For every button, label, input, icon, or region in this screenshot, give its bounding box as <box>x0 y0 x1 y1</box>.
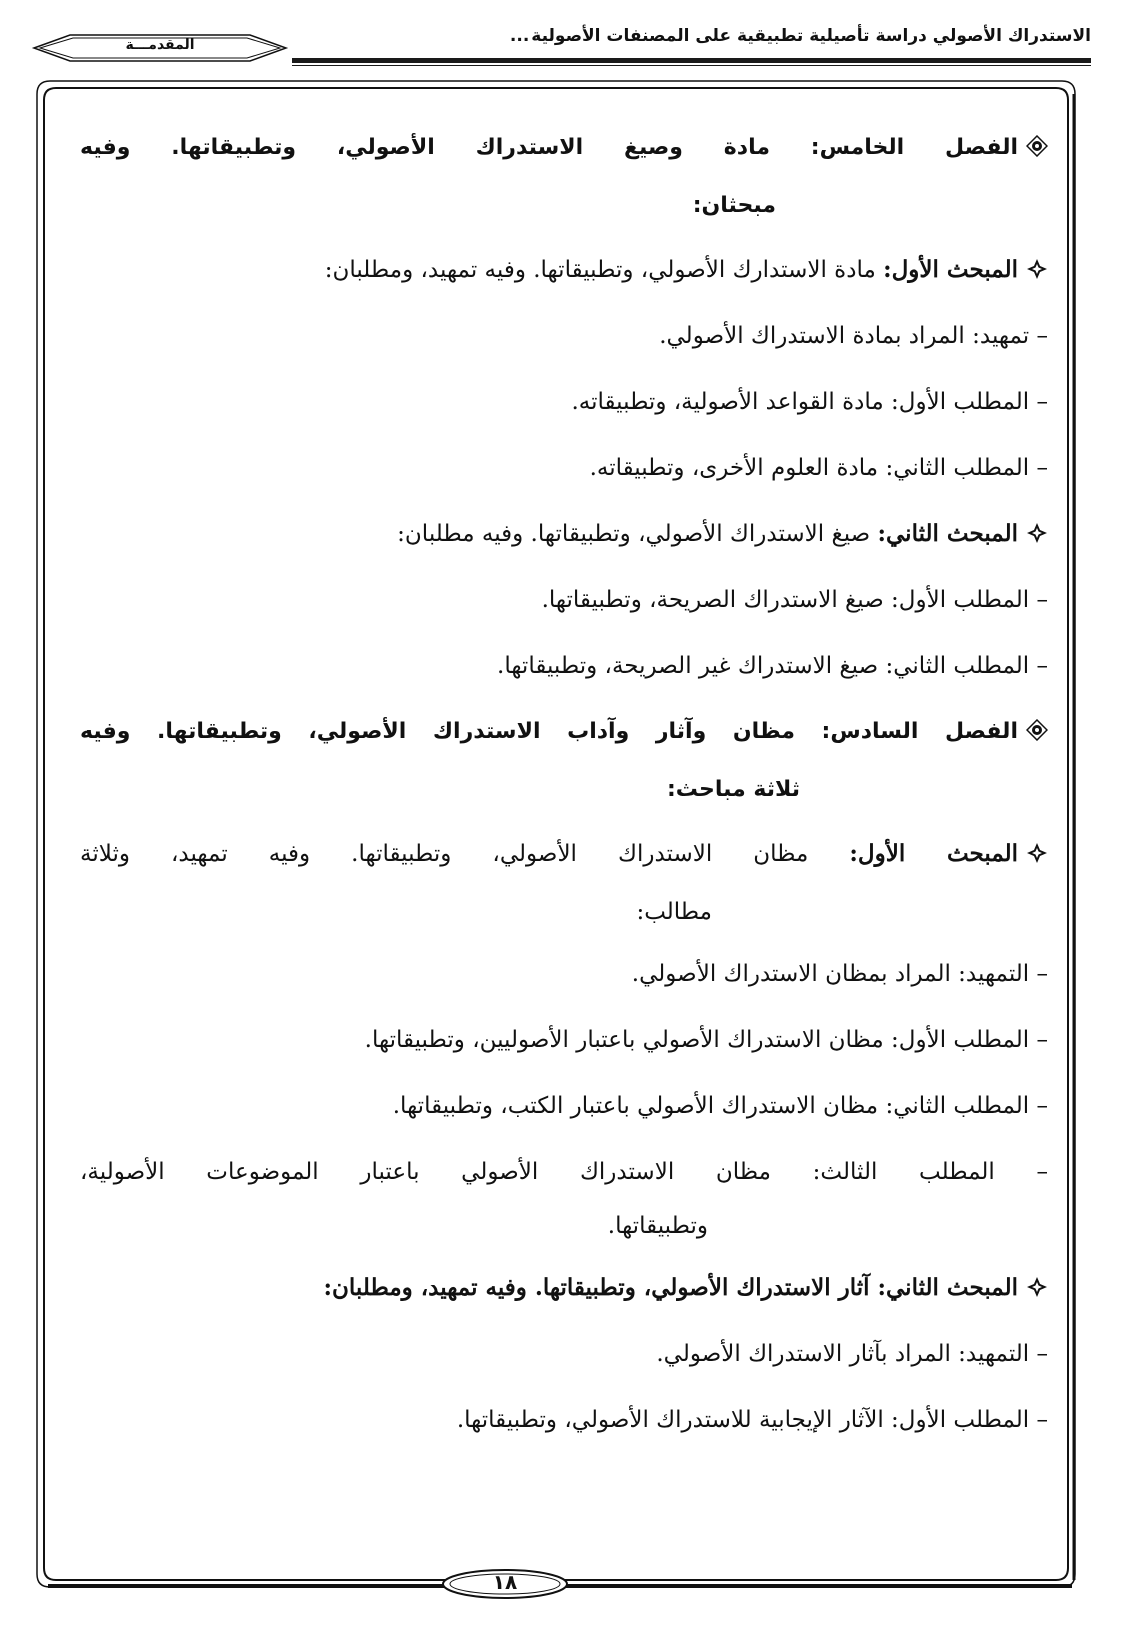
chapter-6-mabhath-1: المبحث الأول: مظان الاستدراك الأصولي، وتطبيقاتها. وفيه تمهيد، وثلاثة <box>80 838 1048 870</box>
list-item: – المطلب الثالث: مظان الاستدراك الأصولي باعتبار الموضوعات الأصولية، <box>80 1159 1048 1185</box>
ornament-diamond-icon <box>1026 135 1048 157</box>
list-item: – المطلب الأول: مادة القواعد الأصولية، وتطبيقاته. <box>571 389 1048 415</box>
page-number-badge <box>440 1566 570 1602</box>
book-title: الاستدراك الأصولي دراسة تأصيلية تطبيقية على المصنفات الأصولية... <box>509 26 1091 46</box>
four-point-star-icon <box>1026 842 1048 864</box>
list-item: – التمهيد: المراد بمظان الاستدراك الأصولي. <box>631 961 1048 987</box>
chapter-5-title: الفصل الخامس: مادة وصيغ الاستدراك الأصولي، وتطبيقاتها. وفيه <box>80 132 1048 164</box>
four-point-star-icon <box>1026 1276 1048 1298</box>
page-header <box>30 14 1091 66</box>
header-rule <box>292 58 1091 63</box>
list-item: – التمهيد: المراد بآثار الاستدراك الأصولي. <box>656 1341 1048 1367</box>
chapter-6-mabhath-1-cont: مطالب: <box>636 899 712 925</box>
list-item-cont: وتطبيقاتها. <box>607 1213 708 1239</box>
list-item: – المطلب الأول: الآثار الإيجابية للاستدراك الأصولي، وتطبيقاتها. <box>456 1407 1048 1433</box>
section-tab-label: المقدمـــة <box>125 37 195 53</box>
chapter-5-mabhath-2: المبحث الثاني: صيغ الاستدراك الأصولي، وتطبيقاتها. وفيه مطلبان: <box>397 518 1048 550</box>
four-point-star-icon <box>1026 522 1048 544</box>
list-item: – المطلب الأول: مظان الاستدراك الأصولي باعتبار الأصوليين، وتطبيقاتها. <box>364 1027 1048 1053</box>
chapter-6-title: الفصل السادس: مظان وآثار وآداب الاستدراك الأصولي، وتطبيقاتها. وفيه <box>80 716 1048 748</box>
list-item: – المطلب الأول: صيغ الاستدراك الصريحة، وتطبيقاتها. <box>541 587 1048 613</box>
list-item: – تمهيد: المراد بمادة الاستدراك الأصولي. <box>659 323 1048 349</box>
ornament-diamond-icon <box>1026 719 1048 741</box>
list-item: – المطلب الثاني: مظان الاستدراك الأصولي باعتبار الكتب، وتطبيقاتها. <box>392 1093 1048 1119</box>
chapter-5-mabhath-1: المبحث الأول: مادة الاستدارك الأصولي، وتطبيقاتها. وفيه تمهيد، ومطلبان: <box>325 254 1048 286</box>
list-item: – المطلب الثاني: مادة العلوم الأخرى، وتطبيقاته. <box>589 455 1048 481</box>
chapter-5-title-cont: مبحثان: <box>692 193 776 218</box>
four-point-star-icon <box>1026 258 1048 280</box>
chapter-6-mabhath-2: المبحث الثاني: آثار الاستدراك الأصولي، وتطبيقاتها. وفيه تمهيد، ومطلبان: <box>324 1272 1048 1304</box>
section-tab <box>30 32 290 64</box>
chapter-6-title-cont: ثلاثة مباحث: <box>666 777 800 802</box>
header-rule-thin <box>292 65 1091 66</box>
list-item: – المطلب الثاني: صيغ الاستدراك غير الصريحة، وتطبيقاتها. <box>497 653 1048 679</box>
page-number: ١٨ <box>492 1570 518 1594</box>
